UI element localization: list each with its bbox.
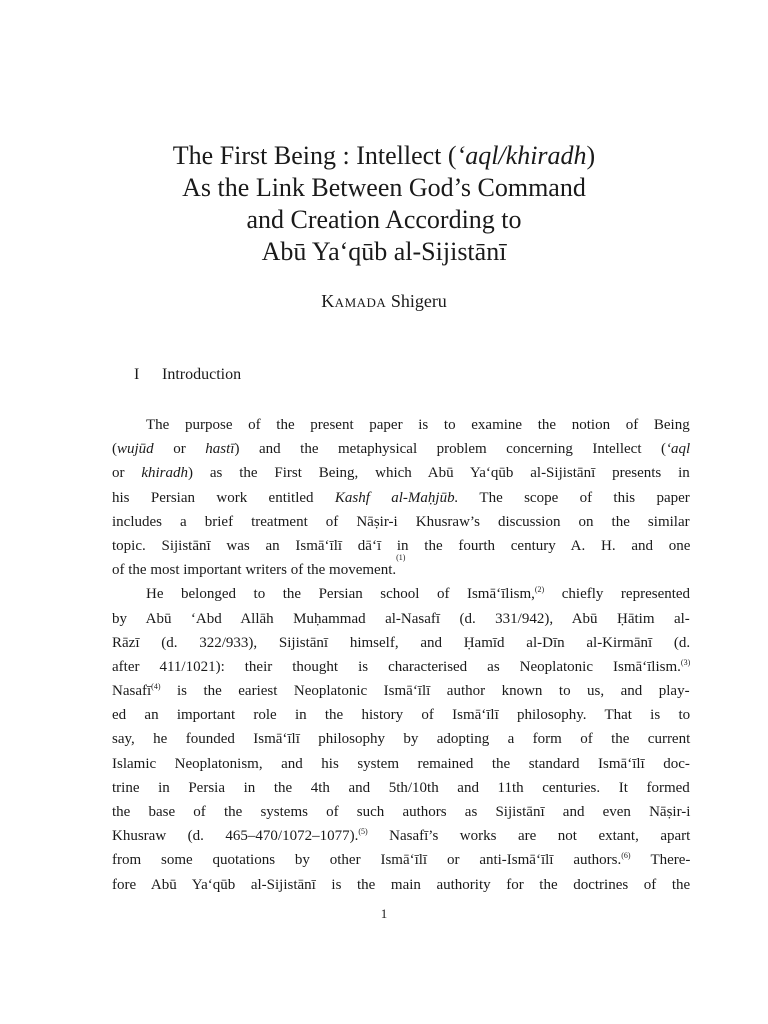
text-line [112, 461, 690, 485]
line-text: topic. Sijistānī was an Ismā‘īlī dā‘ī in the fourth century A. H. and one [112, 537, 691, 554]
text-line [112, 510, 690, 534]
line-text: the base of the systems of such authors as Sijistānī and even Nāṣir-i [112, 804, 691, 820]
text-line [112, 776, 690, 800]
footnote-ref[interactable]: (4) [151, 682, 161, 692]
author-surname: Kamada [321, 291, 387, 311]
italic-term: hastī [205, 441, 235, 458]
page-number: 1 [380, 906, 388, 921]
line-text: Nasafī’s works are not extant, apart [389, 828, 691, 845]
line-text: trine in Persia in the 4th and 5th/10th and 11th centuries. It formed [112, 779, 690, 796]
text-line [112, 582, 690, 606]
title-line-1-text: The First Being : Intellect ( [172, 141, 457, 170]
title-line-2: As the Link Between God’s Command [182, 173, 586, 202]
line-text: There- [650, 852, 691, 869]
section-number: I [134, 366, 140, 383]
text-line [112, 655, 690, 679]
italic-term: wujūd [117, 441, 154, 458]
line-text [112, 679, 690, 703]
line-text: Nasafī [112, 683, 152, 700]
text-line [112, 703, 690, 727]
title-line-4: Abū Ya‘qūb al-Sijistānī [261, 237, 507, 266]
line-text: or khiradh) as the First Being, which Abū Ya‘qūb al-Sijistānī presents in [112, 465, 690, 482]
line-text: after 411/1021): their thought is characterised as Neoplatonic Ismā‘īlism. [112, 658, 681, 675]
section-title: Introduction [162, 366, 242, 383]
footnote-ref[interactable]: (3) [680, 657, 691, 667]
line-text: by Abū ‘Abd Allāh Muḥammad al-Nasafī (d. 331/942), Abū Ḥātim al- [112, 610, 690, 627]
title-line-3: and Creation According to [246, 205, 522, 234]
text-line [112, 727, 690, 751]
text-line [112, 752, 690, 776]
line-text: of the most important writers of the movement. [112, 562, 397, 579]
line-text: chiefly represented [561, 586, 691, 603]
footnote-ref[interactable]: (2) [534, 585, 545, 595]
line-text [112, 824, 690, 848]
line-text: Khusraw (d. 465–470/1072–1077). [112, 828, 359, 845]
line-text [146, 582, 690, 606]
line-text: Islamic Neoplatonism, and his system remained the standard Ismā‘īlī doc- [112, 755, 690, 772]
line-text [112, 848, 690, 872]
text-line [112, 679, 690, 703]
line-text: The purpose of the present paper is to examine the notion of Being [146, 417, 690, 433]
text-line [112, 486, 690, 510]
line-text: fore Abū Ya‘qūb al-Sijistānī is the main authority for the doctrines of the [112, 876, 691, 893]
text-line [112, 437, 690, 461]
title-line-1 [0, 140, 768, 172]
line-text: includes a brief treatment of Nāṣir-i Khusraw’s discussion on the similar [112, 513, 690, 530]
text-line [112, 553, 690, 582]
italic-term: Kashf al-Maḥjūb. [334, 489, 459, 506]
text-line [112, 800, 690, 824]
text-line [112, 873, 690, 897]
line-text: He belonged to the Persian school of Ismā‘īlism, [146, 586, 535, 603]
line-text: from some quotations by other Ismā‘īlī or anti-Ismā‘īlī authors. [112, 852, 622, 869]
footnote-ref[interactable]: (6) [621, 851, 631, 861]
line-text: say, he founded Ismā‘īlī philosophy by adopting a form of the current [112, 731, 691, 748]
line-text: (wujūd or hastī) and the metaphysical problem concerning Intellect (‘aql [112, 441, 691, 458]
title-line-1-paren: ) [586, 141, 596, 170]
italic-term: ‘aql [666, 441, 691, 458]
text-line [112, 607, 690, 631]
section-heading [134, 364, 241, 386]
line-text: ed an important role in the history of Ismā‘īlī philosophy. That is to [112, 707, 691, 724]
text-line [112, 631, 690, 655]
body-text [112, 413, 690, 897]
footnote-ref[interactable]: (5) [358, 827, 368, 837]
author-name [0, 289, 768, 313]
title-line-1-italic: ‘aql/khiradh [456, 141, 587, 170]
author-given-name: Shigeru [390, 291, 447, 311]
text-line [112, 848, 690, 872]
italic-term: khiradh [141, 465, 189, 482]
text-line [112, 413, 690, 437]
line-text: his Persian work entitled Kashf al-Maḥjūb. The scope of this paper [112, 489, 690, 506]
paper-title [0, 140, 768, 268]
line-text [112, 655, 690, 679]
footnote-ref[interactable]: (1) [396, 553, 406, 563]
text-line [112, 824, 690, 848]
line-text: is the eariest Neoplatonic Ismā‘īlī author known to us, and play- [176, 683, 690, 700]
line-text: Rāzī (d. 322/933), Sijistānī himself, and Ḥamīd al-Dīn al-Kirmānī (d. [112, 634, 691, 651]
